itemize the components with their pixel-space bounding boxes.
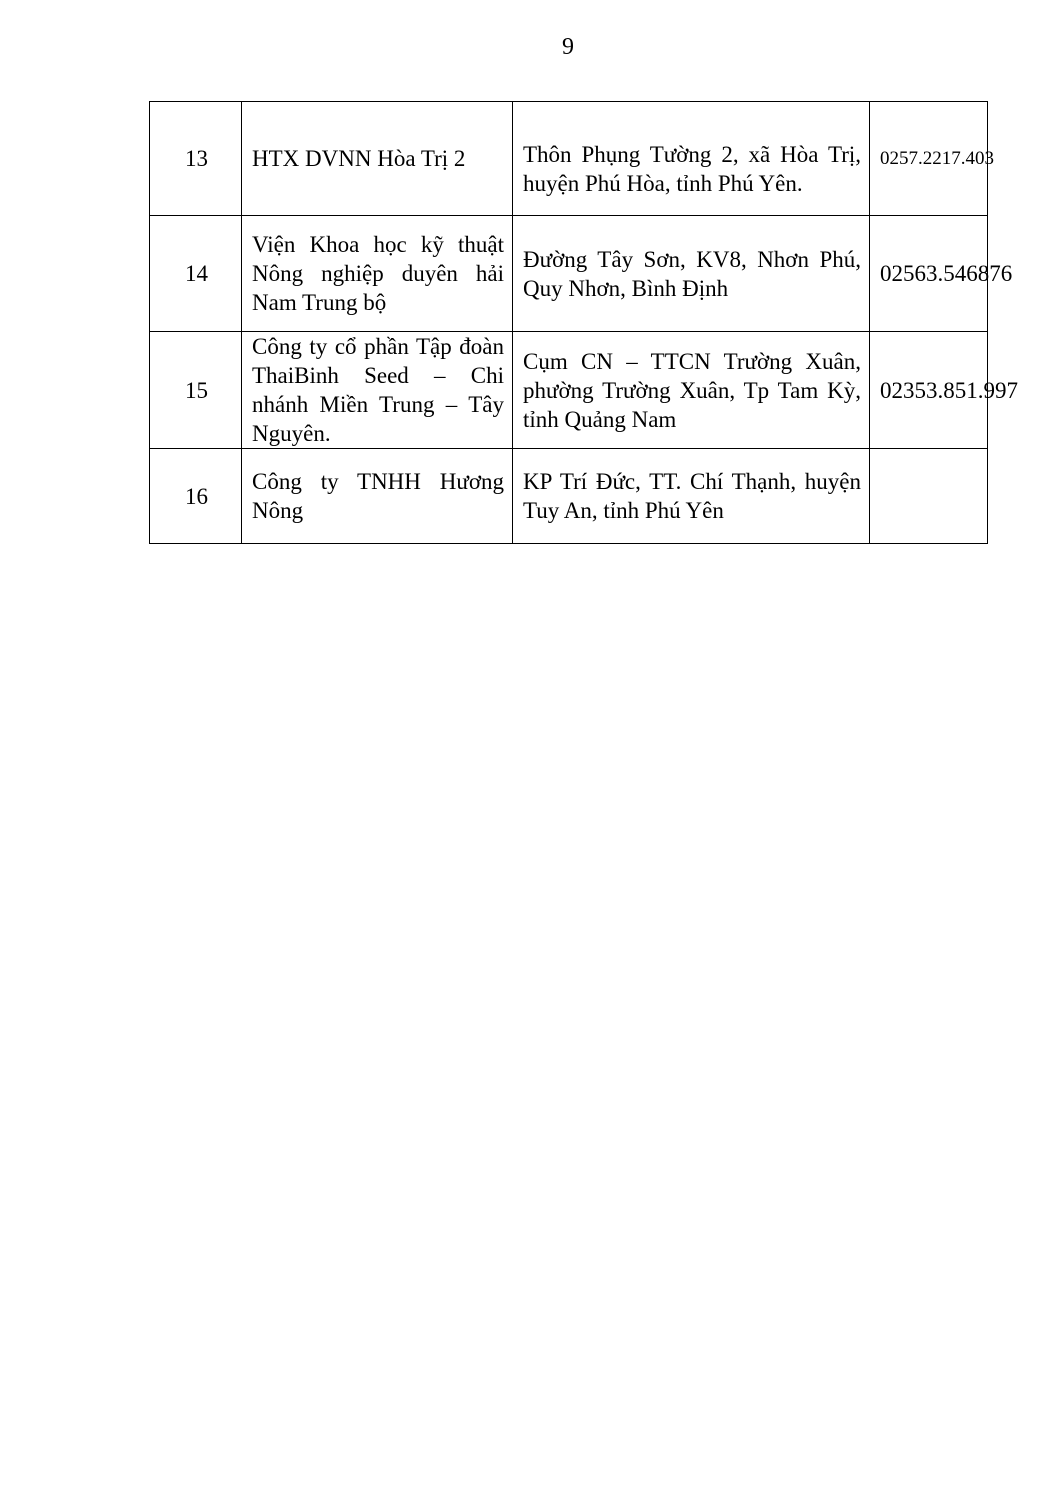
address-cell: Thôn Phụng Tường 2, xã Hòa Trị, huyện Phú Hòa, tỉnh Phú Yên. <box>513 102 870 216</box>
table-row <box>150 332 988 449</box>
organization-name-cell: Công ty cổ phần Tập đoàn ThaiBinh Seed – Chi nhánh Miền Trung – Tây Nguyên. <box>242 332 513 449</box>
table-row <box>150 216 988 332</box>
organization-name-cell: HTX DVNN Hòa Trị 2 <box>242 102 513 216</box>
row-number-cell: 14 <box>150 216 242 332</box>
address-cell: KP Trí Đức, TT. Chí Thạnh, huyện Tuy An, tỉnh Phú Yên <box>513 449 870 544</box>
row-number-cell: 13 <box>150 102 242 216</box>
organization-name-cell: Viện Khoa học kỹ thuật Nông nghiệp duyên hải Nam Trung bộ <box>242 216 513 332</box>
organization-table <box>149 101 1018 544</box>
page-number: 9 <box>562 34 574 60</box>
phone-cell: 02563.546876 <box>870 216 988 332</box>
address-cell: Đường Tây Sơn, KV8, Nhơn Phú, Quy Nhơn, Bình Định <box>513 216 870 332</box>
phone-cell: 02353.851.997 <box>870 332 988 449</box>
phone-cell <box>870 449 988 544</box>
organization-name-cell: Công ty TNHH Hương Nông <box>242 449 513 544</box>
phone-cell: 0257.2217.403 <box>870 102 988 216</box>
address-cell: Cụm CN – TTCN Trường Xuân, phường Trường Xuân, Tp Tam Kỳ, tỉnh Quảng Nam <box>513 332 870 449</box>
table-row <box>150 102 988 216</box>
row-number-cell: 16 <box>150 449 242 544</box>
table-row <box>150 449 988 544</box>
row-number-cell: 15 <box>150 332 242 449</box>
